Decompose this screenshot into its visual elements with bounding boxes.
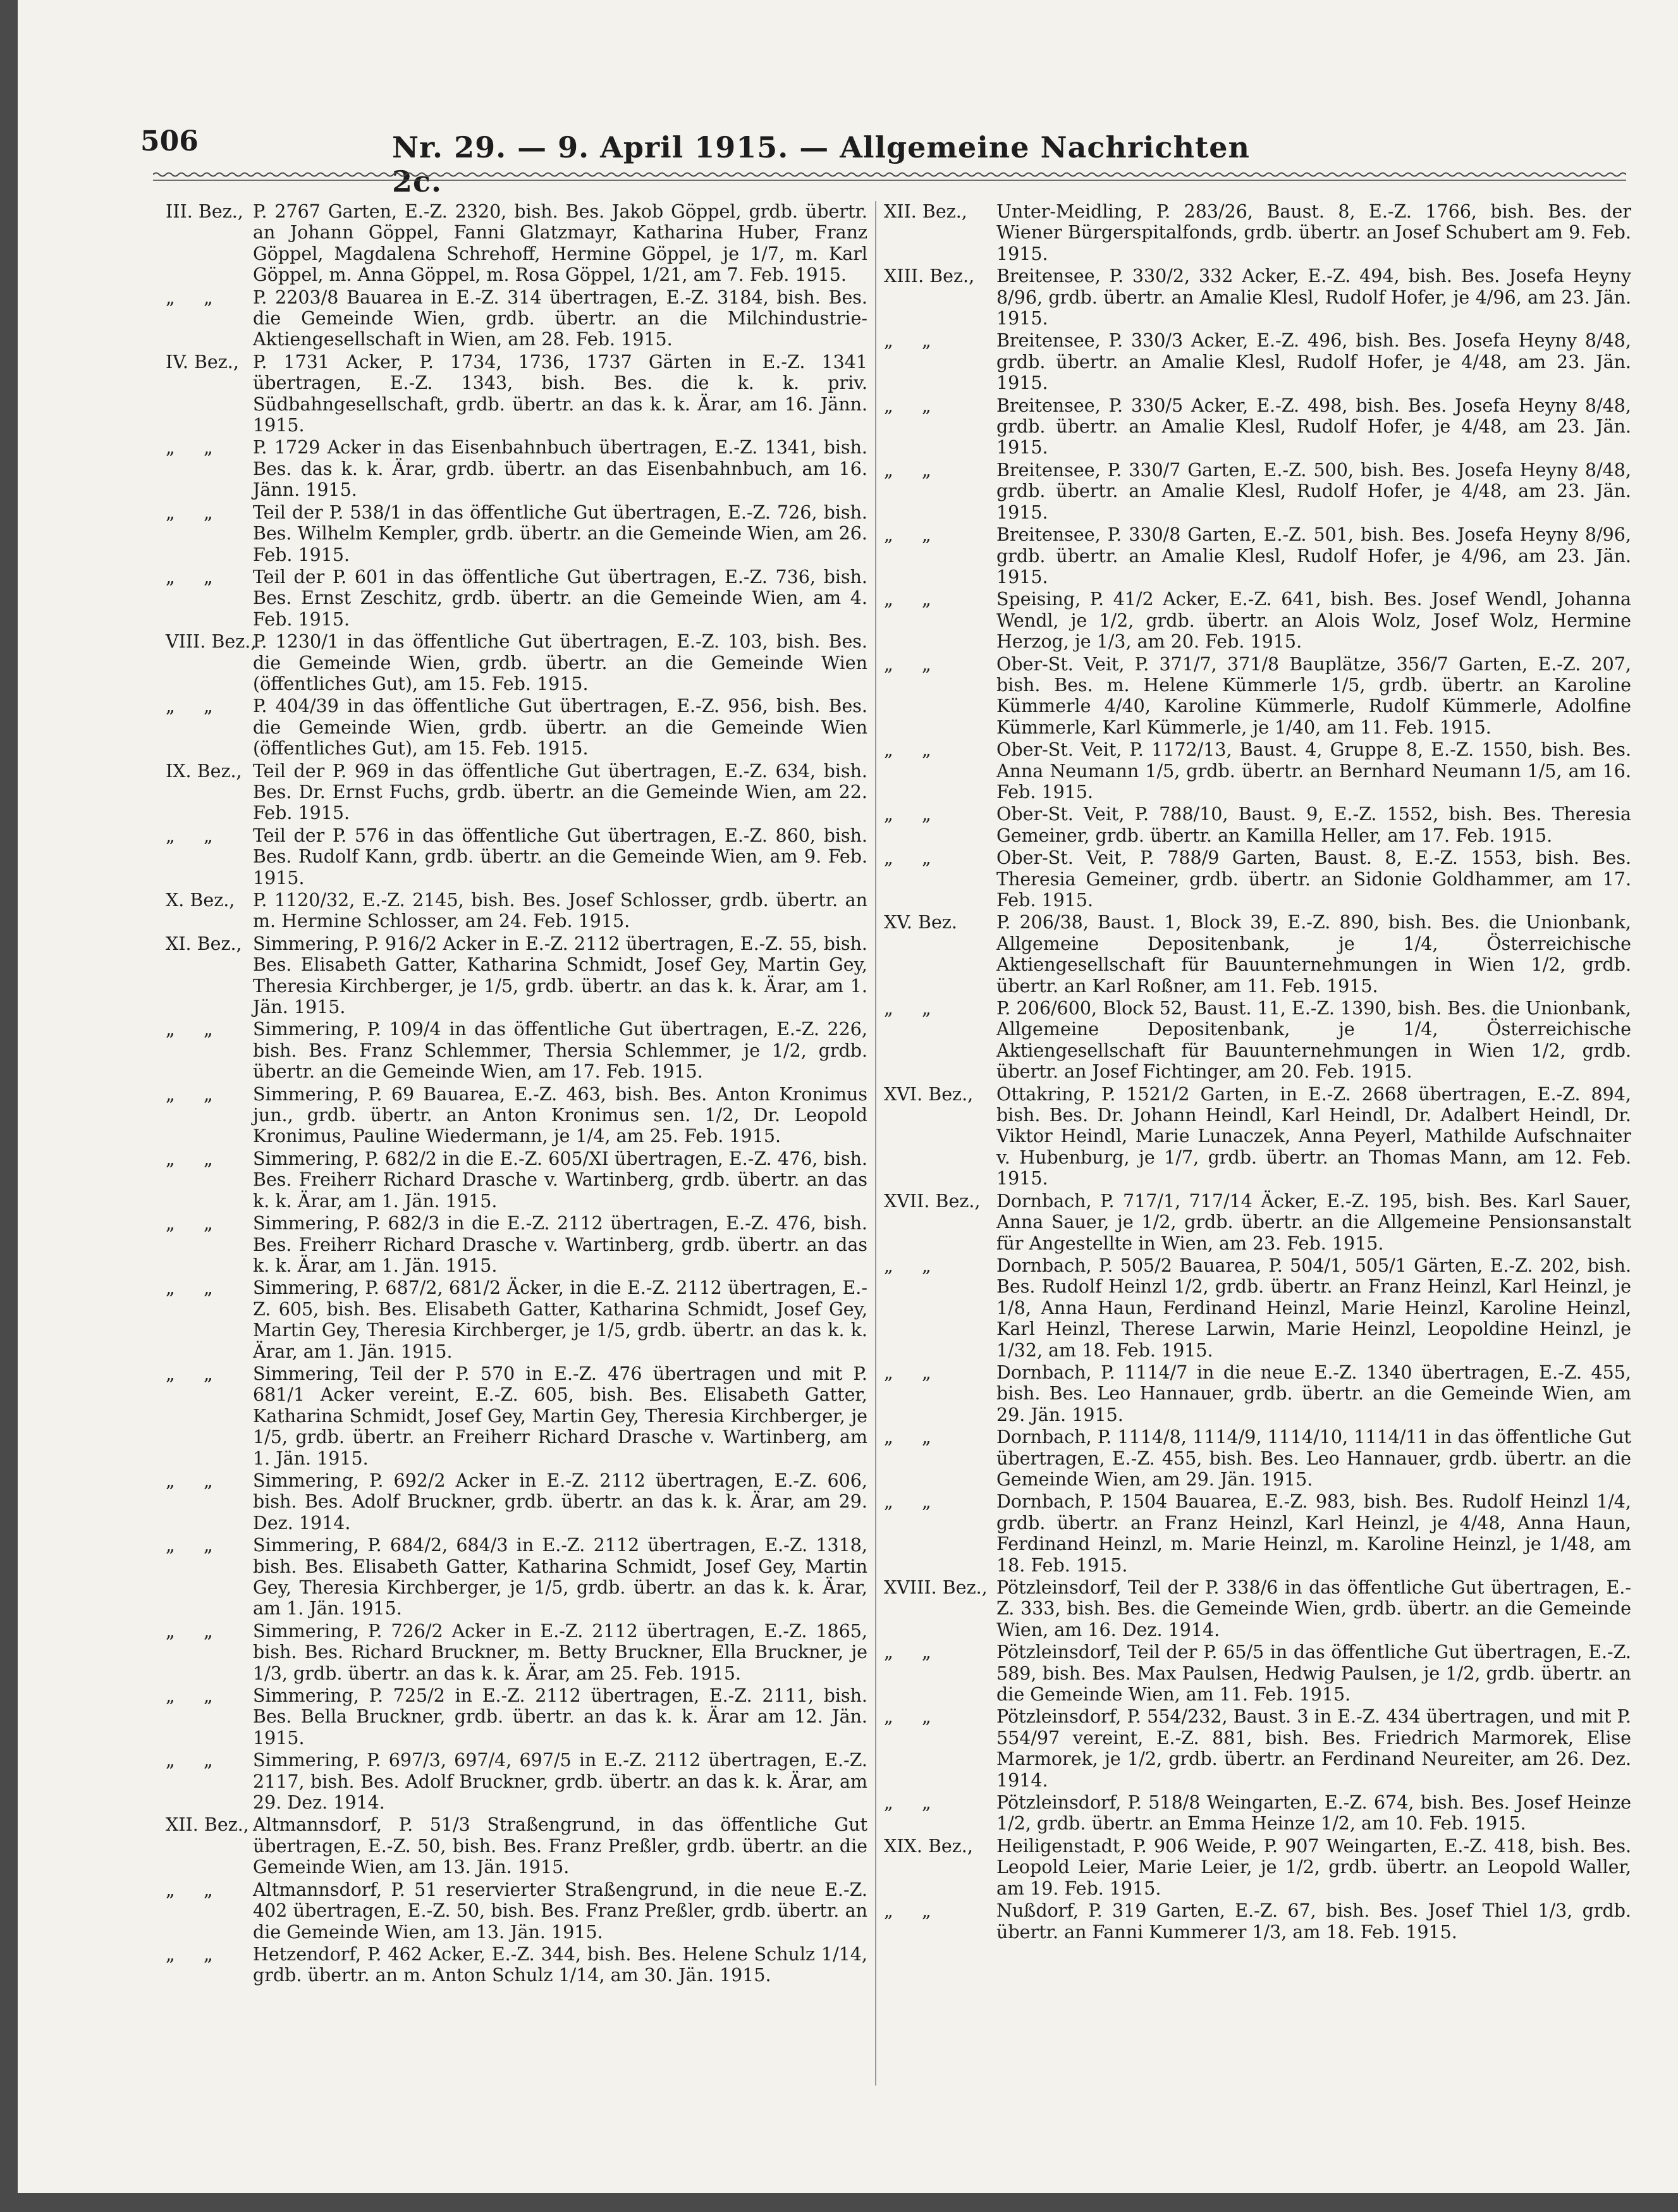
register-entry <box>153 352 867 436</box>
register-entry <box>884 1577 1631 1640</box>
entry-district: „ „ <box>166 1363 213 1384</box>
entry-text: Simmering, P. 109/4 in das öffentliche Gut übertragen, E.-Z. 226, bish. Bes. Franz Schlemmer, Thersia Schlemmer, je 1/2, grdb. übertr. an die Gemeinde Wien, am 17. Feb. 1915. <box>253 1019 867 1083</box>
entry-text: Teil der P. 969 in das öffentliche Gut übertragen, E.-Z. 634, bish. Bes. Dr. Ernst Fuchs, grdb. übertr. an die Gemeinde Wien, am 22. Feb. 1915. <box>253 760 867 824</box>
entry-district: „ „ <box>166 1535 213 1556</box>
entry-district: „ „ <box>166 1213 213 1234</box>
register-entry <box>884 266 1631 329</box>
register-entry <box>153 1750 867 1813</box>
entry-text: Ottakring, P. 1521/2 Garten, in E.-Z. 2668 übertragen, E.-Z. 894, bish. Bes. Dr. Johann Heindl, Karl Heindl, Dr. Adalbert Heindl, Dr. Viktor Heindl, Marie Lunaczek, Anna Peyerl, Mathilde Aufschnaiter v. Hubenburg, je 1/7, grdb. übertr. an Thomas Mann, am 12. Feb. 1915. <box>996 1083 1631 1189</box>
entry-district: „ „ <box>884 395 931 416</box>
register-entry <box>153 1470 867 1533</box>
entry-text: Breitensee, P. 330/5 Acker, E.-Z. 498, bish. Bes. Josefa Heyny 8/48, grdb. übertr. an Amalie Klesl, Rudolf Hofer, je 4/48, am 23. Jän. 1915. <box>996 395 1631 458</box>
register-entry <box>884 1900 1631 1943</box>
entry-text: Pötzleinsdorf, Teil der P. 338/6 in das öffentliche Gut übertragen, E.-Z. 333, bish. Bes. die Gemeinde Wien, grdb. übertr. an die Gemeinde Wien, am 16. Dez. 1914. <box>996 1577 1631 1640</box>
entry-text: P. 404/39 in das öffentliche Gut übertragen, E.-Z. 956, bish. Bes. die Gemeinde Wien, grdb. übertr. an die Gemeinde Wien (öffentliches Gut), am 15. Feb. 1915. <box>253 696 867 759</box>
right-column <box>884 201 1631 1944</box>
register-entry <box>153 502 867 565</box>
entry-text: P. 1230/1 in das öffentliche Gut übertragen, E.-Z. 103, bish. Bes. die Gemeinde Wien, grdb. übertr. an die Gemeinde Wien (öffentliches Gut), am 15. Feb. 1915. <box>253 631 867 694</box>
entry-district: „ „ <box>884 524 931 546</box>
entry-district: XII. Bez., <box>884 201 967 222</box>
entry-district: „ „ <box>884 1491 931 1513</box>
register-entry <box>884 1427 1631 1490</box>
register-entry <box>884 1491 1631 1576</box>
entry-text: Simmering, P. 916/2 Acker in E.-Z. 2112 übertragen, E.-Z. 55, bish. Bes. Elisabeth Gatter, Katharina Schmidt, Josef Gey, Martin Gey, Theresia Kirchberger, je 1/5, grdb. übertr. an das k. k. Ärar, am 1. Jän. 1915. <box>253 933 867 1018</box>
register-entry <box>153 825 867 888</box>
register-entry <box>153 287 867 350</box>
register-entry <box>884 912 1631 997</box>
entry-text: Simmering, P. 726/2 Acker in E.-Z. 2112 übertragen, E.-Z. 1865, bish. Bes. Richard Bruckner, m. Betty Bruckner, Ella Bruckner, je 1/3, grdb. übertr. an das k. k. Ärar, am 25. Feb. 1915. <box>253 1620 867 1684</box>
register-entry <box>153 1621 867 1684</box>
entry-text: Teil der P. 576 in das öffentliche Gut übertragen, E.-Z. 860, bish. Bes. Rudolf Kann, grdb. übertr. an die Gemeinde Wien, am 9. Feb. 1915. <box>253 825 867 888</box>
register-entry <box>884 654 1631 739</box>
entry-text: Simmering, P. 682/3 in die E.-Z. 2112 übertragen, E.-Z. 476, bish. Bes. Freiherr Richard Drasche v. Wartinberg, grdb. übertr. an das k. k. Ärar, am 1. Jän. 1915. <box>253 1213 867 1276</box>
register-entry <box>884 1191 1631 1254</box>
entry-district: IV. Bez., <box>166 351 239 372</box>
register-entry <box>153 1879 867 1943</box>
entry-district: „ „ <box>884 1642 931 1663</box>
register-entry <box>153 567 867 630</box>
entry-text: Simmering, Teil der P. 570 in E.-Z. 476 übertragen und mit P. 681/1 Acker vereint, E.-Z. 605, bish. Bes. Elisabeth Gatter, Katharina Schmidt, Josef Gey, Martin Gey, Theresia Kirchberger, je 1/5, grdb. übertr. an Freiherr Richard Drasche v. Wartinberg, am 1. Jän. 1915. <box>253 1363 867 1469</box>
entry-district: „ „ <box>166 286 213 308</box>
entry-district: XIII. Bez., <box>884 266 975 287</box>
entry-district: „ „ <box>884 998 931 1019</box>
entry-district: „ „ <box>166 1148 213 1169</box>
entry-district: XVI. Bez., <box>884 1083 974 1105</box>
register-entry <box>153 201 867 286</box>
register-entry <box>884 739 1631 802</box>
register-entry <box>153 1213 867 1276</box>
register-entry <box>884 1642 1631 1705</box>
entry-district: XVII. Bez., <box>884 1190 981 1212</box>
entry-district: XIX. Bez., <box>884 1835 973 1857</box>
register-entry <box>153 1084 867 1147</box>
entry-text: Ober-St. Veit, P. 788/10, Baust. 9, E.-Z. 1552, bish. Bes. Theresia Gemeiner, grdb. übertr. an Kamilla Heller, am 17. Feb. 1915. <box>996 804 1631 846</box>
entry-district: „ „ <box>884 1255 931 1276</box>
entry-text: Pötzleinsdorf, Teil der P. 65/5 in das öffentliche Gut übertragen, E.-Z. 589, bish. Bes. Max Paulsen, Hedwig Paulsen, je 1/2, grdb. übertr. an die Gemeinde Wien, am 11. Feb. 1915. <box>996 1642 1631 1705</box>
entry-district: „ „ <box>166 1470 213 1491</box>
page-number: 506 <box>140 125 199 157</box>
entry-text: Pötzleinsdorf, P. 554/232, Baust. 3 in E.-Z. 434 übertragen, und mit P. 554/97 vereint, E.-Z. 881, bish. Bes. Friedrich Marmorek, Elise Marmorek, je 1/2, grdb. übertr. an Ferdinand Neureiter, am 26. Dez. 1914. <box>996 1706 1631 1791</box>
register-entry <box>884 998 1631 1083</box>
entry-text: Ober-St. Veit, P. 371/7, 371/8 Bauplätze, 356/7 Garten, E.-Z. 207, bish. Bes. m. Helene Kümmerle 1/5, grdb. übertr. an Karoline Kümmerle 4/40, Karoline Kümmerle, Rudolf Kümmerle, Adolfine Kümmerle, Karl Kümmerle, je 1/40, am 11. Feb. 1915. <box>996 653 1631 738</box>
register-entry <box>153 696 867 759</box>
entry-district: XII. Bez., <box>166 1814 249 1836</box>
register-entry <box>884 1084 1631 1189</box>
entry-text: Nußdorf, P. 319 Garten, E.-Z. 67, bish. Bes. Josef Thiel 1/3, grdb. übertr. an Fanni Kummerer 1/3, am 18. Feb. 1915. <box>996 1900 1631 1943</box>
entry-text: Pötzleinsdorf, P. 518/8 Weingarten, E.-Z. 674, bish. Bes. Josef Heinze 1/2, grdb. übertr. an Emma Heinze 1/2, am 10. Feb. 1915. <box>996 1792 1631 1834</box>
entry-text: Teil der P. 538/1 in das öffentliche Gut übertragen, E.-Z. 726, bish. Bes. Wilhelm Kempler, grdb. übertr. an die Gemeinde Wien, am 26. Feb. 1915. <box>253 501 867 565</box>
register-entry <box>884 804 1631 846</box>
entry-text: Dornbach, P. 1504 Bauarea, E.-Z. 983, bish. Bes. Rudolf Heinzl 1/4, grdb. übertr. an Franz Heinzl, Karl Heinzl, je 4/48, Anna Haun, Ferdinand Heinzl, m. Marie Heinzl, m. Karoline Heinzl, je 1/48, am 18. Feb. 1915. <box>996 1491 1631 1576</box>
entry-district: „ „ <box>166 1750 213 1771</box>
page-header: Nr. 29. — 9. April 1915. — Allgemeine Nachrichten 2c. <box>392 130 1250 199</box>
entry-district: „ „ <box>884 653 931 675</box>
entry-district: VIII. Bez., <box>166 631 257 653</box>
entry-district: „ „ <box>166 1943 213 1965</box>
register-entry <box>884 201 1631 264</box>
entry-text: Simmering, P. 725/2 in E.-Z. 2112 übertragen, E.-Z. 2111, bish. Bes. Bella Bruckner, grdb. übertr. an das k. k. Ärar am 12. Jän. 1915. <box>253 1685 867 1748</box>
register-entry <box>884 524 1631 587</box>
register-entry <box>884 847 1631 911</box>
register-entry <box>884 589 1631 652</box>
entry-text: P. 1731 Acker, P. 1734, 1736, 1737 Gärten in E.-Z. 1341 übertragen, E.-Z. 1343, bish. Bes. die k. k. priv. Südbahngesellschaft, grdb. übertr. an das k. k. Ärar, am 16. Jänn. 1915. <box>253 351 867 436</box>
left-column <box>153 201 867 1988</box>
register-entry <box>153 1019 867 1082</box>
entry-district: III. Bez., <box>166 201 243 222</box>
entry-district: XVIII. Bez., <box>884 1577 988 1598</box>
register-entry <box>153 761 867 824</box>
register-entry <box>153 631 867 694</box>
entry-district: „ „ <box>166 1277 213 1299</box>
entry-district: „ „ <box>884 1361 931 1383</box>
register-entry <box>153 1148 867 1212</box>
entry-district: „ „ <box>884 589 931 610</box>
entry-district: „ „ <box>884 1706 931 1728</box>
entry-district: „ „ <box>884 847 931 869</box>
entry-district: „ „ <box>884 330 931 352</box>
entry-text: Simmering, P. 697/3, 697/4, 697/5 in E.-Z. 2112 übertragen, E.-Z. 2117, bish. Bes. Adolf Bruckner, grdb. übertr. an das k. k. Ärar, am 29. Dez. 1914. <box>253 1750 867 1814</box>
entry-text: P. 2767 Garten, E.-Z. 2320, bish. Bes. Jakob Göppel, grdb. übertr. an Johann Göppel, Fanni Glatzmayr, Katharina Huber, Franz Göppel, Magdalena Schrehoff, Hermine Göppel, je 1/7, m. Karl Göppel, m. Anna Göppel, m. Rosa Göppel, 1/21, am 7. Feb. 1915. <box>253 201 867 286</box>
entry-district: „ „ <box>166 696 213 717</box>
entry-text: Simmering, P. 692/2 Acker in E.-Z. 2112 übertragen, E.-Z. 606, bish. Bes. Adolf Bruckner, grdb. übertr. an das k. k. Ärar, am 29. Dez. 1914. <box>253 1470 867 1533</box>
entry-text: Ober-St. Veit, P. 788/9 Garten, Baust. 8, E.-Z. 1553, bish. Bes. Theresia Gemeiner, grdb. übertr. an Sidonie Goldhammer, am 17. Feb. 1915. <box>996 847 1631 911</box>
register-entry <box>884 395 1631 458</box>
register-entry <box>884 330 1631 393</box>
entry-district: „ „ <box>166 1879 213 1900</box>
entry-text: Breitensee, P. 330/2, 332 Acker, E.-Z. 494, bish. Bes. Josefa Heyny 8/96, grdb. übertr. an Amalie Klesl, Rudolf Hofer, je 4/96, am 23. Jän. 1915. <box>996 266 1631 329</box>
register-entry <box>153 1814 867 1877</box>
entry-text: Dornbach, P. 505/2 Bauarea, P. 504/1, 505/1 Gärten, E.-Z. 202, bish. Bes. Rudolf Heinzl 1/2, grdb. übertr. an Franz Heinzl, Karl Heinzl, je 1/8, Anna Haun, Ferdinand Heinzl, Marie Heinzl, Karoline Heinzl, Karl Heinzl, Therese Larwin, Marie Heinzl, Leopoldine Heinzl, je 1/32, am 18. Feb. 1915. <box>996 1255 1631 1361</box>
entry-text: Speising, P. 41/2 Acker, E.-Z. 641, bish. Bes. Josef Wendl, Johanna Wendl, je 1/2, grdb. übertr. an Alois Wolz, Josef Wolz, Hermine Herzog, je 1/3, am 20. Feb. 1915. <box>996 589 1631 653</box>
entry-district: IX. Bez., <box>166 760 242 782</box>
entry-district: „ „ <box>884 459 931 481</box>
entry-text: Simmering, P. 684/2, 684/3 in E.-Z. 2112 übertragen, E.-Z. 1318, bish. Bes. Elisabeth Gatter, Katharina Schmidt, Josef Gey, Martin Gey, Theresia Kirchberger, je 1/5, grdb. übertr. an das k. k. Ärar, am 1. Jän. 1915. <box>253 1535 867 1619</box>
scan-edge-bottom <box>0 2193 1678 2212</box>
entry-district: „ „ <box>166 825 213 846</box>
register-entry <box>884 1836 1631 1899</box>
entry-text: Simmering, P. 682/2 in die E.-Z. 605/XI übertragen, E.-Z. 476, bish. Bes. Freiherr Richard Drasche v. Wartinberg, grdb. übertr. an das k. k. Ärar, am 1. Jän. 1915. <box>253 1148 867 1212</box>
entry-text: Dornbach, P. 717/1, 717/14 Äcker, E.-Z. 195, bish. Bes. Karl Sauer, Anna Sauer, je 1/2, grdb. übertr. an die Allgemeine Pensionsanstalt für Angestellte in Wien, am 23. Feb. 1915. <box>996 1190 1631 1254</box>
entry-district: X. Bez., <box>166 890 235 911</box>
column-divider <box>875 201 876 2086</box>
entry-text: Altmannsdorf, P. 51/3 Straßengrund, in das öffentliche Gut übertragen, E.-Z. 50, bish. Bes. Franz Preßler, grdb. übertr. an die Gemeinde Wien, am 13. Jän. 1915. <box>253 1814 867 1878</box>
entry-district: „ „ <box>884 1792 931 1814</box>
entry-text: Teil der P. 601 in das öffentliche Gut übertragen, E.-Z. 736, bish. Bes. Ernst Zeschitz, grdb. übertr. an die Gemeinde Wien, am 4. Feb. 1915. <box>253 566 867 630</box>
register-entry <box>153 437 867 500</box>
entry-text: P. 206/600, Block 52, Baust. 11, E.-Z. 1390, bish. Bes. die Unionbank, Allgemeine Depositenbank, je 1/4, Österreichische Aktiengesellschaft für Bauunternehmungen in Wien 1/2, grdb. übertr. an Josef Fichtinger, am 20. Feb. 1915. <box>996 998 1631 1083</box>
entry-district: „ „ <box>166 1019 213 1040</box>
entry-text: P. 1120/32, E.-Z. 2145, bish. Bes. Josef Schlosser, grdb. übertr. an m. Hermine Schlosser, am 24. Feb. 1915. <box>253 890 867 932</box>
entry-text: Unter-Meidling, P. 283/26, Baust. 8, E.-Z. 1766, bish. Bes. der Wiener Bürgerspitalfonds, grdb. übertr. an Josef Schubert am 9. Feb. 1915. <box>996 201 1631 264</box>
entry-district: „ „ <box>166 1620 213 1642</box>
entry-district: XV. Bez. <box>884 912 957 933</box>
entry-text: Altmannsdorf, P. 51 reservierter Straßengrund, in die neue E.-Z. 402 übertragen, E.-Z. 50, bish. Bes. Franz Preßler, grdb. übertr. an die Gemeinde Wien, am 13. Jän. 1915. <box>253 1879 867 1943</box>
entry-district: XI. Bez., <box>166 933 242 954</box>
entry-text: Simmering, P. 69 Bauarea, E.-Z. 463, bish. Bes. Anton Kronimus jun., grdb. übertr. an Anton Kronimus sen. 1/2, Dr. Leopold Kronimus, Pauline Wiedermann, je 1/4, am 25. Feb. 1915. <box>253 1083 867 1147</box>
entry-text: P. 2203/8 Bauarea in E.-Z. 314 übertragen, E.-Z. 3184, bish. Bes. die Gemeinde Wien, grdb. übertr. an die Milchindustrie-Aktiengesellschaft in Wien, am 28. Feb. 1915. <box>253 286 867 350</box>
register-entry <box>153 1363 867 1469</box>
scan-edge-left <box>0 0 18 2212</box>
entry-text: P. 206/38, Baust. 1, Block 39, E.-Z. 890, bish. Bes. die Unionbank, Allgemeine Depositenbank, je 1/4, Österreichische Aktiengesellschaft für Bauunternehmungen in Wien 1/2, grdb. übertr. an Karl Roßner, am 11. Feb. 1915. <box>996 912 1631 997</box>
entry-text: Simmering, P. 687/2, 681/2 Äcker, in die E.-Z. 2112 übertragen, E.-Z. 605, bish. Bes. Elisabeth Gatter, Katharina Schmidt, Josef Gey, Martin Gey, Theresia Kirchberger, je 1/5, grdb. übertr. an das k. k. Ärar, am 1. Jän. 1915. <box>253 1277 867 1362</box>
entry-text: Breitensee, P. 330/8 Garten, E.-Z. 501, bish. Bes. Josefa Heyny 8/96, grdb. übertr. an Amalie Klesl, Rudolf Hofer, je 4/96, am 23. Jän. 1915. <box>996 524 1631 587</box>
entry-district: „ „ <box>166 501 213 523</box>
entry-text: Hetzendorf, P. 462 Acker, E.-Z. 344, bish. Bes. Helene Schulz 1/14, grdb. übertr. an m. Anton Schulz 1/14, am 30. Jän. 1915. <box>253 1943 867 1986</box>
register-entry <box>153 933 867 1018</box>
entry-text: P. 1729 Acker in das Eisenbahnbuch übertragen, E.-Z. 1341, bish. Bes. das k. k. Ärar, grdb. übertr. an das Eisenbahnbuch, am 16. Jänn. 1915. <box>253 437 867 501</box>
register-entry <box>153 1535 867 1619</box>
entry-text: Breitensee, P. 330/3 Acker, E.-Z. 496, bish. Bes. Josefa Heyny 8/48, grdb. übertr. an Amalie Klesl, Rudolf Hofer, je 4/48, am 23. Jän. 1915. <box>996 330 1631 394</box>
entry-district: „ „ <box>166 566 213 587</box>
entry-text: Heiligenstadt, P. 906 Weide, P. 907 Weingarten, E.-Z. 418, bish. Bes. Leopold Leier, Marie Leier, je 1/2, grdb. übertr. an Leopold Waller, am 19. Feb. 1915. <box>996 1835 1631 1899</box>
register-entry <box>153 890 867 932</box>
entry-district: „ „ <box>166 1083 213 1105</box>
entry-district: „ „ <box>884 1900 931 1922</box>
register-entry <box>884 460 1631 523</box>
register-entry <box>884 1706 1631 1791</box>
register-entry <box>153 1277 867 1362</box>
entry-district: „ „ <box>884 739 931 761</box>
entry-district: „ „ <box>166 437 213 458</box>
header-wavy-rule <box>153 171 1626 185</box>
register-entry <box>153 1944 867 1986</box>
register-entry <box>884 1255 1631 1361</box>
entry-district: „ „ <box>884 804 931 825</box>
entry-text: Dornbach, P. 1114/8, 1114/9, 1114/10, 1114/11 in das öffentliche Gut übertragen, E.-Z. 455, bish. Bes. Leo Hannauer, grdb. übertr. an die Gemeinde Wien, am 29. Jän. 1915. <box>996 1427 1631 1490</box>
register-entry <box>153 1685 867 1748</box>
entry-text: Ober-St. Veit, P. 1172/13, Baust. 4, Gruppe 8, E.-Z. 1550, bish. Bes. Anna Neumann 1/5, grdb. übertr. an Bernhard Neumann 1/5, am 16. Feb. 1915. <box>996 739 1631 802</box>
entry-district: „ „ <box>884 1427 931 1448</box>
register-entry <box>884 1362 1631 1425</box>
entry-district: „ „ <box>166 1685 213 1707</box>
entry-text: Dornbach, P. 1114/7 in die neue E.-Z. 1340 übertragen, E.-Z. 455, bish. Bes. Leo Hannauer, grdb. übertr. an die Gemeinde Wien, am 29. Jän. 1915. <box>996 1361 1631 1425</box>
register-entry <box>884 1792 1631 1834</box>
entry-text: Breitensee, P. 330/7 Garten, E.-Z. 500, bish. Bes. Josefa Heyny 8/48, grdb. übertr. an Amalie Klesl, Rudolf Hofer, je 4/48, am 23. Jän. 1915. <box>996 459 1631 523</box>
